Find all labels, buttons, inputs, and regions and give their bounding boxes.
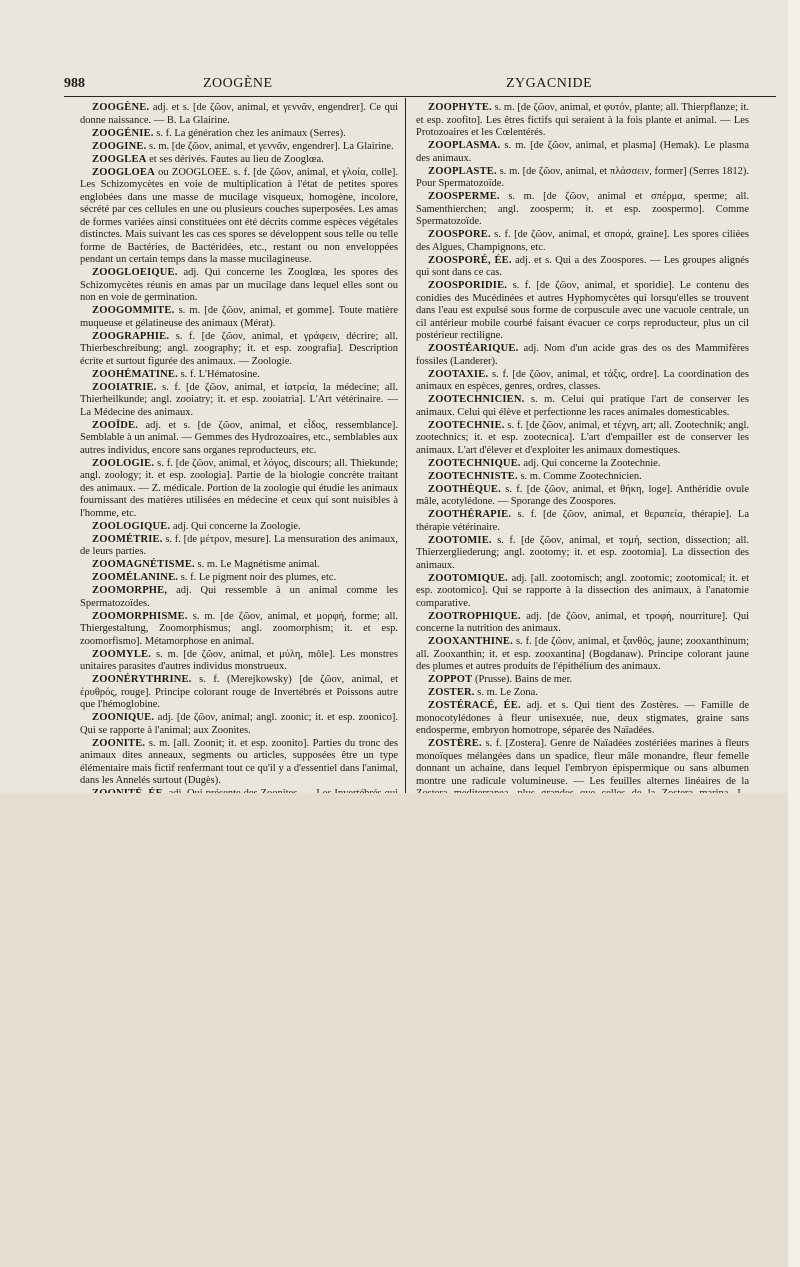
dictionary-entry — [416, 280, 749, 343]
entry-headword: ZOOPHYTE. — [428, 102, 492, 113]
entry-headword: ZOOMÉTRIE. — [92, 533, 163, 545]
entry-headword: ZOOTHÈQUE. — [428, 483, 501, 495]
entry-headword: ZOOGOMMITE. — [92, 305, 175, 316]
entry-headword: ZOOSPERME. — [428, 191, 500, 202]
dictionary-entry — [80, 559, 398, 572]
dictionary-entry — [80, 305, 398, 330]
entry-definition: s. f. [de ζῶον, animal, et λόγος, discours; all. Thiekunde; angl. zoology; it. et esp. zoologia]. Partie de la biologie concrète traitant des animaux. — Z. médicale. Portion de la zoologie qui étudie les animaux fournissant des matières utilisées en médecine et ceux qui sont nuisibles à l'homme, etc. — [80, 457, 398, 519]
entry-headword: ZOOTECHNISTE. — [428, 470, 518, 482]
entry-definition: adj. [all. zootomisch; angl. zootomic; zootomical; it. et esp. zootomico]. Qui se rapporte à la dissection des animaux, à l'anatomie comparative. — [416, 572, 749, 609]
entry-definition: et ses dérivés. Fautes au lieu de Zooglœa. — [146, 153, 324, 165]
entry-definition: s. f. [de μέτρον, mesure]. La mensuration des animaux, de leurs parties. — [80, 533, 398, 557]
entry-definition: s. m. Celui qui pratique l'art de conserver les animaux. Celui qui élève et perfectionne les races animales domesticables. — [416, 394, 749, 418]
entry-definition: s. m. [all. Zoonit; it. et esp. zoonito]. Parties du tronc des animaux dites anneaux, segments ou articles, supposées être un type élémentaire mais fictif renfermant tout ce qu'il y a d'essentiel dans l'animal, dans les Annelés surtout (Dugès). — [80, 737, 398, 786]
entry-headword: ZOSTER. — [428, 687, 475, 698]
entry-headword: ZOOTOMIE. — [428, 534, 492, 546]
entry-headword: ZOOGLEA — [92, 153, 147, 165]
entry-headword: ZOOHÉMATINE. — [92, 368, 178, 380]
entry-headword: ZOOSPORIDIE. — [428, 280, 508, 291]
entry-definition: s. f. [de ζῶον, animal, et ξανθός, jaune; zooxanthinum; all. Zooxanthin; it. et esp. zooxantina] (Bogdanaw). Principe colorant jaune des plumes et autres produits de l'épithélium des animaux. — [416, 636, 749, 672]
entry-headword: ZOOTECHNIQUE. — [428, 457, 521, 469]
entry-definition: s. m. [de ζῶον, animal, et γεννᾶν, engendrer]. La Glairine. — [146, 140, 394, 152]
entry-definition: adj. et s. [de ζῶον, animal, et εἶδος, ressemblance]. Semblable à un animal. — Gemmes des Hydrozoaires, etc., semblables aux autres individus, encore sans organes reproducteurs, etc. — [80, 419, 398, 456]
dictionary-entry — [80, 521, 398, 534]
dictionary-entry — [80, 420, 398, 458]
entry-definition: s. m. [de ζῶον, animal et σπέρμα, sperme; all. Samenthierchen; angl. zoosperm; it. et esp. zoospermo]. Comme Spermatozoïde. — [416, 191, 749, 227]
entry-headword: ZOOTOMIQUE. — [428, 572, 508, 584]
entry-headword: ZOOTHÉRAPIE. — [428, 509, 512, 520]
entry-headword: ZOOXANTHINE. — [428, 636, 513, 647]
entry-headword: ZOSTÈRE. — [428, 738, 482, 749]
dictionary-entry — [416, 229, 749, 254]
dictionary-entry — [80, 458, 398, 521]
entry-headword: ZOONIQUE. — [92, 712, 155, 723]
entry-definition: s. f. [de ζῶον, animal, et σπορά, graine]. Les spores ciliées des Algues, Champignons, etc. — [416, 229, 749, 253]
dictionary-entry — [416, 636, 749, 674]
entry-definition: adj. et s. [de ζῶον, animal, et γεννᾶν, engendrer]. Ce qui donne naissance. — B. La Glairine. — [80, 102, 398, 126]
entry-definition: s. f. [de ζῶον, animal, et τομή, section, dissection; all. Thierzergliederung; angl. zootomy; it. et esp. zootomia]. La dissection des animaux. — [416, 534, 749, 571]
entry-definition: adj. Nom d'un acide gras des os des Mammifères fossiles (Landerer). — [416, 343, 749, 367]
entry-definition: s. f. [de ζῶον, animal, et τάξις, ordre]. La coordination des animaux en espèces, genres, ordres, classes. — [416, 368, 749, 392]
entry-definition: s. f. L'Hématosine. — [177, 368, 260, 380]
page-edge — [788, 0, 800, 1267]
entry-definition: s. f. [de ζῶον, animal, et τέχνη, art; all. Zootechnik; angl. zootechnics; it. et esp. zootecnica]. L'art d'empailler est de conserver les animaux. L'art d'élever et d'exploiter les animaux domestiques. — [416, 419, 749, 456]
entry-headword: ZOOGRAPHIE. — [92, 330, 170, 342]
dictionary-entry — [80, 102, 398, 127]
entry-headword: ZOOMAGNÉTISME. — [92, 559, 195, 570]
dictionary-entry — [416, 484, 749, 509]
dictionary-entry — [80, 128, 398, 141]
left-guide-word: ZOOGÈNE — [203, 76, 273, 91]
entry-definition: s. f. La génération chez les animaux (Serres). — [153, 127, 346, 139]
entry-definition: s. m. Le Zona. — [474, 687, 538, 698]
entry-definition: adj. et s. Qui a des Zoospores. — Les groupes alignés qui sont dans ce cas. — [416, 254, 749, 278]
dictionary-entry — [416, 687, 749, 700]
entry-headword: ZOOPLASMA. — [428, 140, 501, 151]
dictionary-entry — [80, 154, 398, 167]
entry-headword: ZOPPOT — [428, 674, 473, 685]
entry-definition: adj. Qui concerne la Zootechnie. — [520, 457, 661, 469]
entry-headword: ZOONITE. — [92, 737, 146, 749]
dictionary-entry — [416, 535, 749, 573]
entry-definition: s. f. (Merejkowsky) [de ζῶον, animal, et ἐρυθρός, rouge]. Principe colorant rouge de Invertébrés et Poissons autre que l'hémoglobine. — [80, 674, 398, 710]
dictionary-entry — [80, 534, 398, 559]
dictionary-entry — [416, 255, 749, 280]
page-bottom-blank — [0, 793, 800, 1267]
dictionary-entry — [80, 585, 398, 610]
entry-headword: ZOOTECHNIE. — [428, 419, 505, 431]
entry-headword: ZOOGÈNE. — [92, 102, 150, 113]
entry-headword: ZOOGLOEIQUE. — [92, 267, 178, 278]
dictionary-entry — [80, 167, 398, 267]
entry-headword: ZOOTAXIE. — [428, 368, 489, 380]
entry-definition: s. f. [de ζῶον, animal, et θήκη, loge]. Anthéridie ovule mâle, acotylédone. — Sporange des Zoospores. — [416, 483, 749, 507]
dictionary-entry — [416, 458, 749, 471]
entry-headword: ZOOIATRIE. — [92, 381, 157, 393]
right-guide-word: ZYGACNIDE — [506, 76, 593, 91]
entry-headword: ZOOSPORÉ, ÉE. — [428, 254, 512, 266]
dictionary-entry — [80, 572, 398, 585]
entry-definition: s. m. Le Magnétisme animal. — [194, 559, 320, 570]
dictionary-entry — [80, 267, 398, 305]
entry-headword: ZOOSTÉARIQUE. — [428, 343, 519, 354]
entry-headword: ZOOMORPHE, — [92, 585, 168, 596]
entry-headword: ZOOLOGIQUE. — [92, 520, 171, 532]
entry-headword: ZOOLOGIE. — [92, 457, 155, 469]
dictionary-entry — [416, 573, 749, 611]
entry-definition: (Prusse). Bains de mer. — [472, 674, 573, 685]
dictionary-entry — [80, 738, 398, 788]
dictionary-entry — [80, 611, 398, 649]
entry-headword: ZOOTROPHIQUE. — [428, 610, 521, 622]
entry-headword: ZOOTECHNICIEN. — [428, 394, 525, 405]
entry-definition: s. f. [de ζῶον, animal, et sporidie]. Le contenu des conidies des Mucédinées et autres Hyphomycètes qui lorsqu'elles se trouvent dans l'eau est expulsé sous forme de corpuscule avec une vacuole centrale, un cil antérieur mobile courbé faisant évacuer ce corps reproducteur, plus un cil postérieur rectiligne. — [416, 280, 749, 341]
entry-headword: ZOONÉRYTHRINE. — [92, 674, 192, 685]
entry-definition: adj. [de ζῶον, animal; angl. zoonic; it. et esp. zoonico]. Qui se rapporte à l'animal; aux Zoonites. — [80, 712, 398, 736]
entry-definition: s. f. [de ζῶον, animal, et γράφειν, décrire; all. Thierbeschreibung; angl. zoography; it. et esp. zoografia]. Description écrite et surtout figurée des animaux. — Zoologie. — [80, 330, 398, 367]
dictionary-entry — [416, 191, 749, 229]
dictionary-entry — [416, 343, 749, 368]
entry-headword: ZOOGINE. — [92, 140, 147, 152]
entry-definition: s. m. [de ζῶον, animal, et plasma] (Hemak). Le plasma des animaux. — [416, 140, 749, 164]
entry-headword: ZOOPLASTE. — [428, 165, 497, 177]
dictionary-entry — [416, 509, 749, 534]
entry-headword: ZOOMÉLANINE. — [92, 572, 179, 583]
entry-headword: ZOOÏDE. — [92, 419, 139, 431]
dictionary-entry — [80, 382, 398, 420]
dictionary-entry — [416, 700, 749, 738]
entry-headword: ZOOGLOEA — [92, 166, 155, 178]
dictionary-entry — [80, 331, 398, 369]
entry-definition: adj. Qui concerne les Zooglœa, les spores des Schizomycètes réunis en amas par un mucilage dans lequel elles sont ou non en voie de germination. — [80, 267, 398, 303]
entry-definition: adj. Qui concerne la Zoologie. — [170, 520, 301, 532]
dictionary-entry — [416, 420, 749, 458]
entry-definition: s. m. [de ζῶον, animal, et φυτόν, plante; all. Thierpflanze; it. et esp. zoofito]. Les êtres fictifs qui seraient à la fois plante et animal. — Les Protozoaires et les Cœlentérés. — [416, 102, 749, 138]
dictionary-entry — [80, 141, 398, 154]
entry-definition: s. f. [de ζῶον, animal, et ἰατρεία, la médecine; all. Thierheilkunde; angl. zooiatry; it. et esp. zooiatria]. L'Art vétérinaire. — La Médecine des animaux. — [80, 381, 398, 418]
entry-definition: adj. Qui ressemble à un animal comme les Spermatozoïdes. — [80, 585, 398, 609]
column-divider — [405, 98, 406, 793]
entry-headword: ZOOMYLE. — [92, 648, 152, 660]
dictionary-entry — [80, 674, 398, 712]
entry-headword: ZOOGÉNIE. — [92, 127, 154, 139]
entry-definition: s. m. [de ζῶον, animal, et μύλη, môle]. Les monstres unitaires parasites d'autres individus monstrueux. — [80, 648, 398, 672]
entry-definition: s. m. [de ζῶον, animal, et gomme]. Toute matière muqueuse et gélatineuse des animaux (Mérat). — [80, 305, 398, 329]
entry-definition: s. m. [de ζῶον, animal, et μορφή, forme; all. Thiergestaltung, Zoomorphismus; angl. zoomorphism; it. et esp. zoomorfismo]. Métamorphose en animal. — [80, 610, 398, 647]
header-rule — [64, 96, 776, 97]
dictionary-entry — [80, 712, 398, 737]
dictionary-entry — [416, 369, 749, 394]
entry-headword: ZOSTÉRACÉ, ÉE. — [428, 700, 521, 711]
dictionary-entry — [416, 102, 749, 140]
dictionary-entry — [416, 471, 749, 484]
dictionary-entry — [416, 611, 749, 636]
entry-definition: s. m. Comme Zootechnicien. — [517, 470, 642, 482]
entry-definition: s. m. [de ζῶον, animal, et πλάσσειν, former] (Serres 1812). Pour Spermatozoïde. — [416, 165, 749, 189]
page-number: 988 — [64, 76, 85, 91]
entry-definition: adj. [de ζῶον, animal, et τροφή, nourriture]. Qui concerne la nutrition des animaux. — [416, 610, 749, 634]
dictionary-entry — [416, 674, 749, 687]
entry-definition: ou ZOOGLOEE. s. f. [de ζῶον, animal, et γλοία, colle]. Les Schizomycètes en voie de multiplication à l'état de petites spores englobées dans une masse de mucilage visqueux, homogène, incolore, sécrété par ces cellules en une ou plusieurs couches superposées. Les amas de formes variées ainsi constituées ont été décrits comme espèces végétales distinctes. Mais suivant les cas ces spores se développent sous telle ou telle forme de Bactéries, de Bactéridées, etc., restant ou non enveloppées pendant un certain temps dans la masse mucilagineuse. — [80, 166, 398, 265]
entry-definition: s. f. [de ζῶον, animal, et θεραπεία, thérapie]. La thérapie vétérinaire. — [416, 509, 749, 533]
dictionary-entry — [416, 166, 749, 191]
entry-headword: ZOOMORPHISME. — [92, 610, 188, 622]
entry-definition: s. f. [Zostera]. Genre de Naïadées zostériées marines à fleurs monoïques mélangées dans un spadice, fleur mâle monandre, fleur femelle donnant un achaine, dans lequel l'embryon épispermique ou sans albumen montre une radicule volumineuse. — Les feuilles alternes linéaires de la — [416, 738, 749, 787]
entry-headword: ZOOSPORE. — [428, 229, 491, 240]
dictionary-entry — [80, 369, 398, 382]
entry-definition: adj. et s. Qui tient des Zostères. — Famille de monocotylédones à fleur unisexuée, nue, deux stigmates, graine sans endosperme, embryon homotrope, séparée des Naïadées. — [416, 700, 749, 736]
dictionary-entry — [416, 140, 749, 165]
dictionary-entry — [416, 394, 749, 419]
entry-definition: s. f. Le pigment noir des plumes, etc. — [178, 572, 337, 583]
dictionary-entry — [80, 649, 398, 674]
